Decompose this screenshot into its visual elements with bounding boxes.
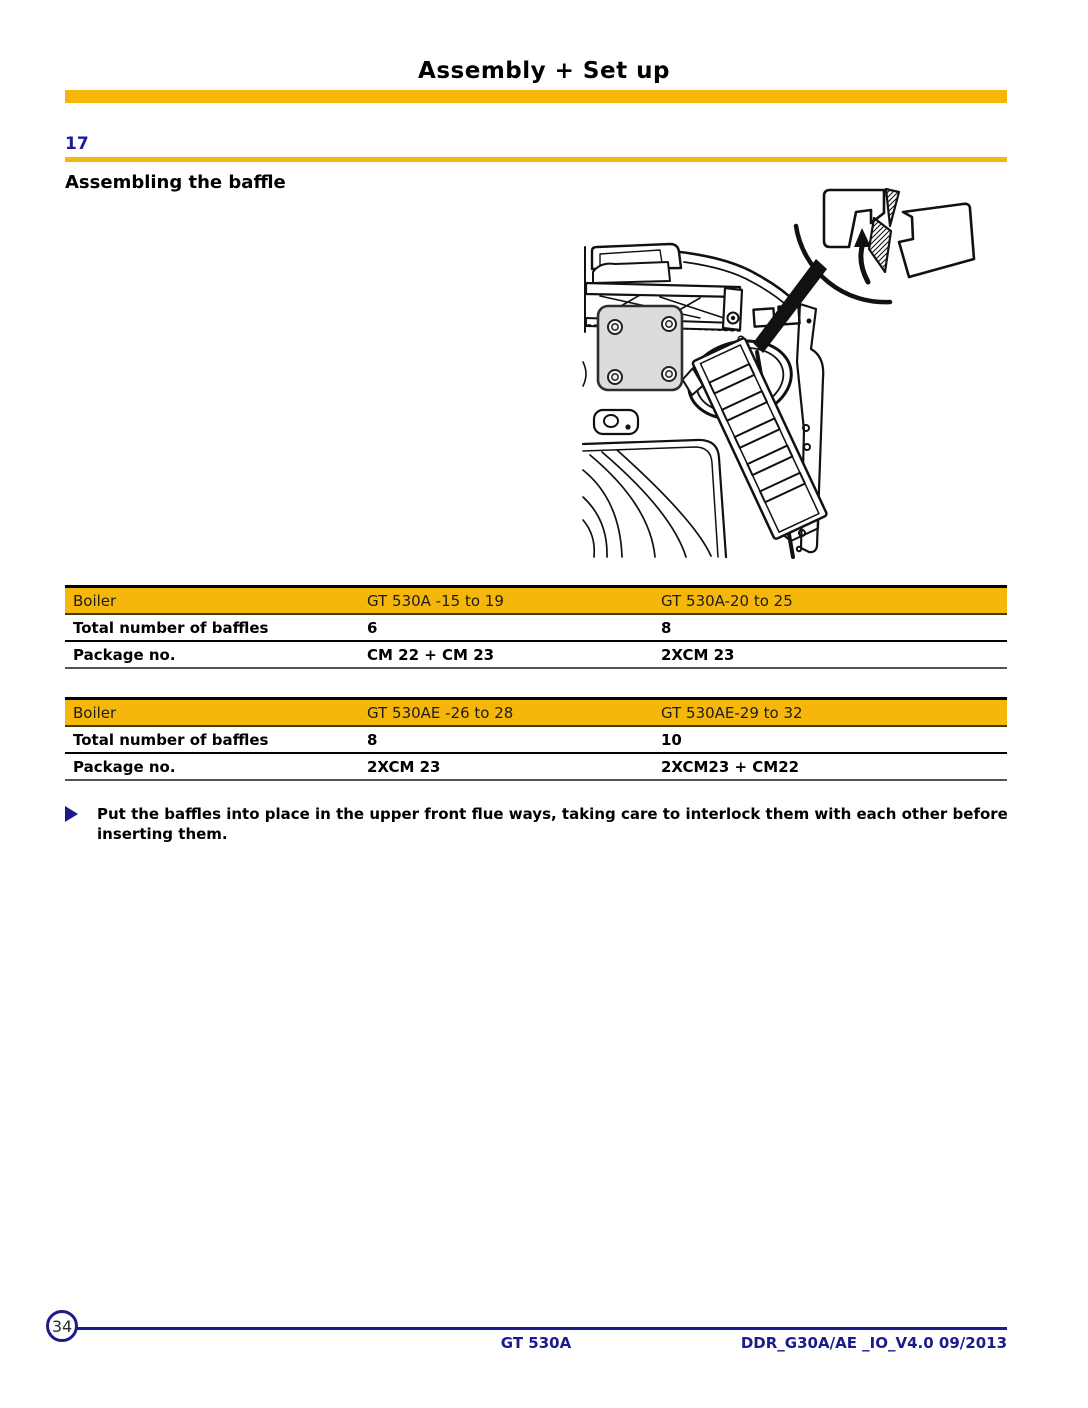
instruction-item: [65, 804, 1010, 844]
baffle-assembly-figure: [553, 168, 1008, 570]
section-accent-bar: [65, 157, 1007, 162]
header-accent-bar: [65, 90, 1007, 103]
table-cell: 8: [653, 614, 1007, 641]
table-cell: 2XCM23 + CM22: [653, 753, 1007, 780]
baffle-table-gt530a: [65, 585, 1007, 669]
page-number: 34: [51, 1316, 73, 1336]
table-cell: CM 22 + CM 23: [359, 641, 653, 668]
table-header-cell: GT 530A-20 to 25: [653, 587, 1007, 615]
table-row: [65, 641, 1007, 668]
instruction-text: Put the baffles into place in the upper front flue ways, taking care to interlock them with each other before inserting them.: [97, 805, 1008, 843]
baffle-table-gt530ae: [65, 697, 1007, 781]
table-header-row: [65, 587, 1007, 615]
page-number-badge: [46, 1310, 78, 1342]
table-cell: 8: [359, 726, 653, 753]
table-cell: Package no.: [65, 641, 359, 668]
table-cell: 6: [359, 614, 653, 641]
section-number: 17: [65, 134, 89, 154]
bullet-arrow-icon: [65, 806, 78, 822]
table-row: [65, 614, 1007, 641]
table-row: [65, 753, 1007, 780]
table-cell: 2XCM 23: [653, 641, 1007, 668]
table-cell: 2XCM 23: [359, 753, 653, 780]
table-header-cell: GT 530A -15 to 19: [359, 587, 653, 615]
footer-document-reference: DDR_G30A/AE _IO_V4.0 09/2013: [740, 1334, 1007, 1352]
table-header-cell: GT 530AE-29 to 32: [653, 699, 1007, 727]
table-row: [65, 726, 1007, 753]
table-cell: Package no.: [65, 753, 359, 780]
table-cell: Total number of baffles: [65, 614, 359, 641]
table-header-cell: GT 530AE -26 to 28: [359, 699, 653, 727]
page-title: Assembly + Set up: [418, 58, 670, 84]
section-title: Assembling the baffle: [65, 172, 286, 193]
footer-divider: [76, 1327, 1007, 1330]
table-header-cell: Boiler: [65, 699, 359, 727]
footer-model-name: GT 530A: [500, 1334, 572, 1352]
table-header-cell: Boiler: [65, 587, 359, 615]
table-cell: 10: [653, 726, 1007, 753]
table-header-row: [65, 699, 1007, 727]
table-cell: Total number of baffles: [65, 726, 359, 753]
